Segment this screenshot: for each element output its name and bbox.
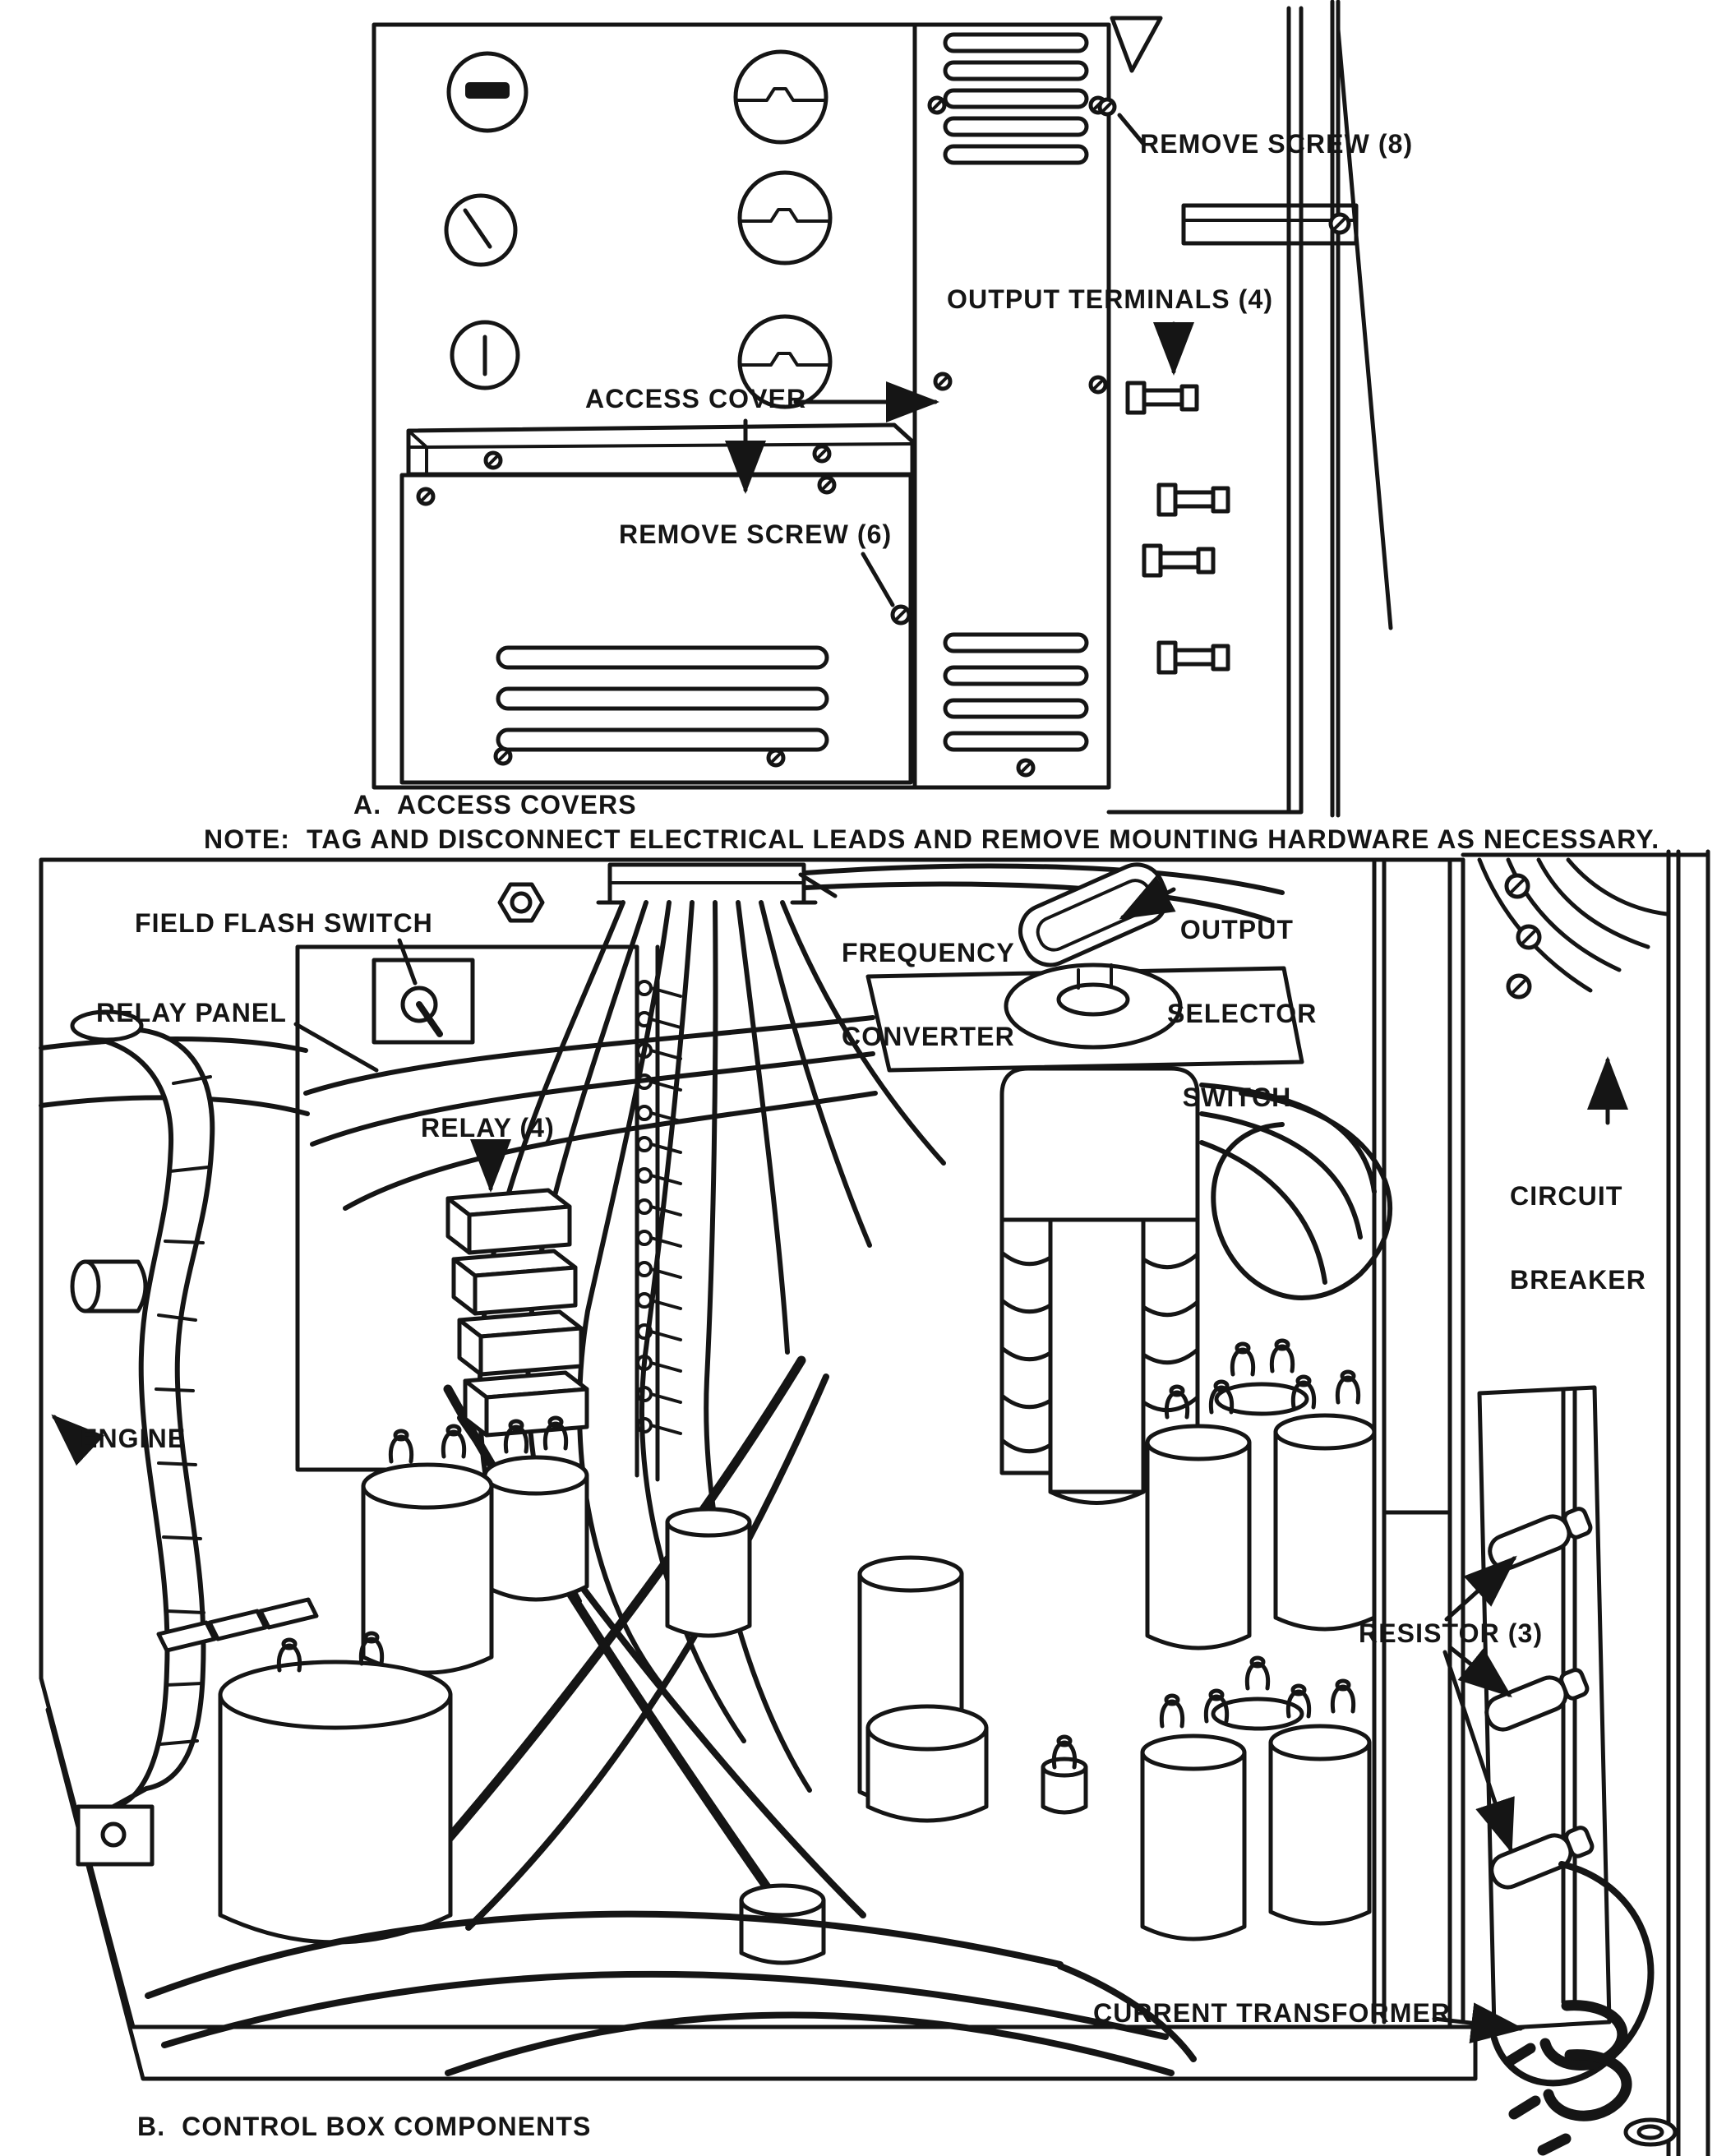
hex-nut	[500, 884, 542, 921]
caption-b: B. CONTROL BOX COMPONENTS	[137, 2112, 592, 2141]
bolt-icon	[1507, 875, 1539, 997]
label-remove-screw-6: REMOVE SCREW (6)	[619, 519, 893, 549]
frequency-converter-bracket	[598, 865, 815, 903]
label-line: CIRCUIT	[1510, 1181, 1623, 1211]
output-terminals	[1128, 383, 1228, 672]
resistor-panel	[1479, 1387, 1609, 2029]
terminal-stud	[1128, 383, 1197, 413]
dial-gauge	[446, 53, 526, 388]
label-relay-4: RELAY (4)	[421, 1113, 555, 1143]
label-access-cover: ACCESS COVER	[585, 384, 807, 413]
section-a-drawing	[374, 2, 1391, 815]
label-line: CONVERTER	[842, 1022, 1015, 1051]
label-frequency-converter	[842, 883, 1015, 1078]
access-cover-strip	[408, 425, 912, 474]
label-circuit-breaker	[1510, 1126, 1646, 1322]
label-line: OUTPUT	[1179, 915, 1295, 944]
right-rails	[1109, 2, 1391, 815]
label-line: BREAKER	[1510, 1265, 1646, 1295]
terminal-stud	[1144, 546, 1213, 575]
note-text: NOTE: TAG AND DISCONNECT ELECTRICAL LEADS AND REMOVE MOUNTING HARDWARE AS NECESSARY.	[204, 824, 1660, 854]
label-relay-panel: RELAY PANEL	[96, 998, 288, 1027]
terminal-stud	[1159, 643, 1228, 672]
label-output-terminals: OUTPUT TERMINALS (4)	[947, 284, 1274, 314]
field-flash-switch-toggle	[403, 988, 440, 1034]
label-line: SELECTOR	[1167, 999, 1318, 1028]
slotted-fastener	[736, 52, 830, 407]
label-field-flash-switch: FIELD FLASH SWITCH	[135, 908, 433, 938]
label-line: SWITCH	[1182, 1083, 1292, 1112]
terminal-stud	[1159, 485, 1228, 515]
screw-icon	[1331, 215, 1349, 233]
caption-a: A. ACCESS COVERS	[353, 790, 637, 819]
label-remove-screw-8: REMOVE SCREW (8)	[1140, 129, 1414, 159]
label-line: FREQUENCY	[842, 938, 1015, 967]
label-output-selector-switch	[1167, 860, 1318, 1139]
relay-stack	[448, 1190, 587, 1435]
selector-knob	[1012, 856, 1175, 973]
label-engine: ENGINE	[80, 1424, 187, 1453]
label-current-transformer: CURRENT TRANSFORMER	[1093, 1998, 1452, 2028]
louvered-panel	[915, 25, 1109, 787]
right-wall-cables	[1479, 860, 1667, 997]
label-resistor-3: RESISTOR (3)	[1359, 1618, 1544, 1648]
screw-icons	[418, 98, 1115, 775]
